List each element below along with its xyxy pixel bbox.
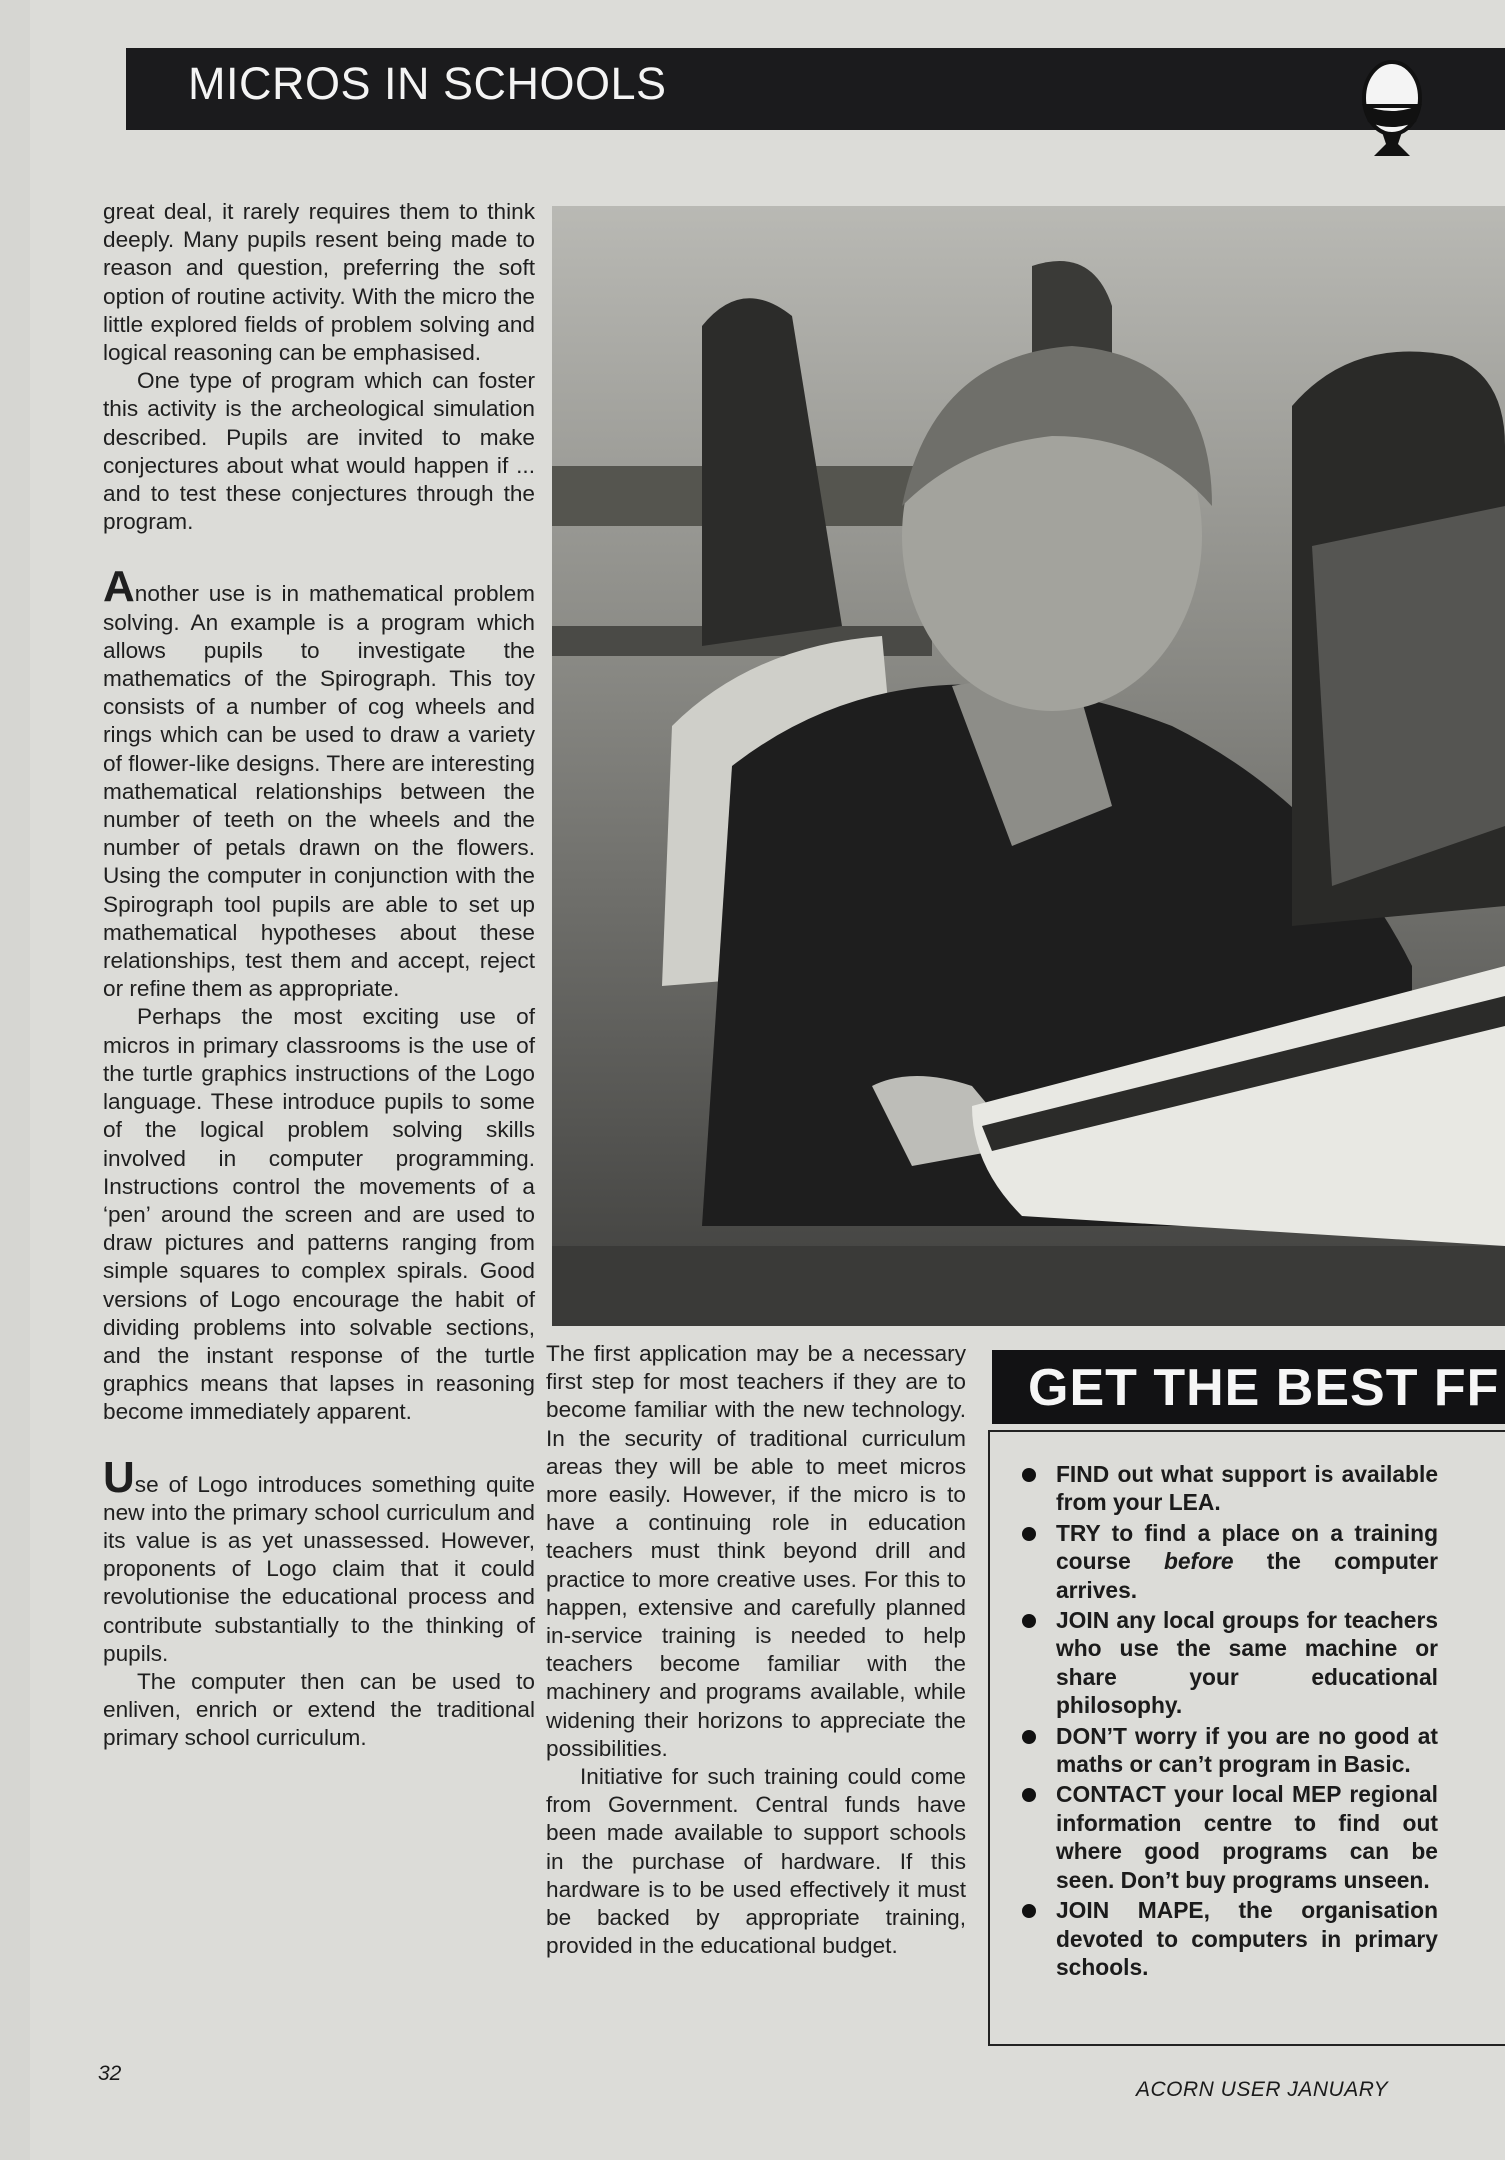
paragraph: great deal, it rarely requires them to think deeply. Many pupils resent being made to reason and question, preferring the soft option of routine activity. With the micro the little explored fields of problem solving and logical reasoning can be emphasised. (103, 199, 535, 366)
tip-emphasis: before (1163, 1548, 1234, 1575)
tips-list (990, 1432, 1438, 1981)
section-title: MICROS IN SCHOOLS (188, 58, 667, 109)
article-column-left (103, 198, 535, 1753)
paragraph: The computer then can be used to enliven, enrich or extend the traditional primary school curriculum. (103, 1668, 535, 1751)
tip-item (1020, 1519, 1438, 1604)
tips-box (988, 1430, 1505, 2046)
paragraph: The first application may be a necessary first step for most teachers if they are to become familiar with the new technology. In the security of traditional curriculum areas they will be able to meet micros more easily. However, if the micro is to have a continuing role in education teachers must think beyond drill and practice to more creative uses. For this to happen, extensive and carefully planned in-service training is needed to help teachers become familiar with the machinery and programs available, while widening their horizons to appreciate the possibilities. (546, 1341, 966, 1761)
paragraph: Initiative for such training could come from Government. Central funds have been made available to support schools in the purchase of hardware. If this hardware is to be used effectively it must be backed by appropriate training, provided in the educational budget. (546, 1764, 966, 1959)
photo-illustration (552, 206, 1505, 1326)
paragraph-with-dropcap (103, 562, 535, 1003)
article-column-middle (546, 1340, 966, 1960)
dropcap: U (103, 1452, 135, 1502)
tip-text: TRY to find a place on a training course (1056, 1519, 1438, 1575)
sidebar-title: GET THE BEST FF (1028, 1359, 1500, 1417)
sidebar-title-bar (992, 1350, 1505, 1424)
tip-item: FIND out what support is available from your LEA. (1020, 1460, 1438, 1517)
tip-item: CONTACT your local MEP regional information centre to find out where good programs can be seen. Don’t buy programs unseen. (1020, 1780, 1438, 1894)
publication-footer: ACORN USER JANUARY (1136, 2078, 1389, 2101)
tip-text: the computer arrives. (1056, 1548, 1439, 1603)
paragraph-with-dropcap (103, 1452, 535, 1668)
classroom-photo (552, 206, 1505, 1326)
tip-item: JOIN any local groups for teachers who use the same machine or share your educational philosophy. (1020, 1606, 1438, 1720)
paragraph: Perhaps the most exciting use of micros in primary classrooms is the use of the turtle graphics instructions of the Logo language. These introduce pupils to some of the logical problem solving skills involved in computer programming. Instructions control the movements of a ‘pen’ around the screen and are used to draw pictures and patterns ranging from simple squares to complex spirals. Good versions of Logo encourage the habit of dividing problems into solvable sections, and the instant response of the turtle graphics means that lapses in reasoning become immediately apparent. (103, 1004, 535, 1425)
tip-item: DON’T worry if you are no good at maths or can’t program in Basic. (1020, 1722, 1438, 1779)
tip-item: JOIN MAPE, the organisation devoted to computers in primary schools. (1020, 1896, 1438, 1981)
dropcap: A (103, 562, 135, 612)
paragraph-text: se of Logo introduces something quite new into the primary school curriculum and its value is as yet unassessed. However, proponents of Logo claim that it could revolutionise the educational process and contribute substantially to the thinking of pupils. (103, 1471, 535, 1666)
paragraph-text: nother use is in mathematical problem solving. An example is a program which allows pupils to investigate the mathematics of the Spirograph. This toy consists of a number of cog wheels and rings which can be used to draw a variety of flower-like designs. There are interesting mathematical relationships between the number of teeth on the wheels and the number of petals drawn on the flowers. Using the computer in conjunction with the Spirograph tool pupils are able to set up mathematical hypotheses about these relationships, test them and accept, reject or refine them as appropriate. (103, 581, 535, 1002)
egg-cup-logo-icon (1352, 52, 1432, 162)
section-header-bar (126, 48, 1505, 130)
paragraph: One type of program which can foster this activity is the archeological simulation described. Pupils are invited to make conjectures about what would happen if ... and to test these conjectures through the program. (103, 368, 535, 535)
page-number: 32 (98, 2062, 122, 2085)
